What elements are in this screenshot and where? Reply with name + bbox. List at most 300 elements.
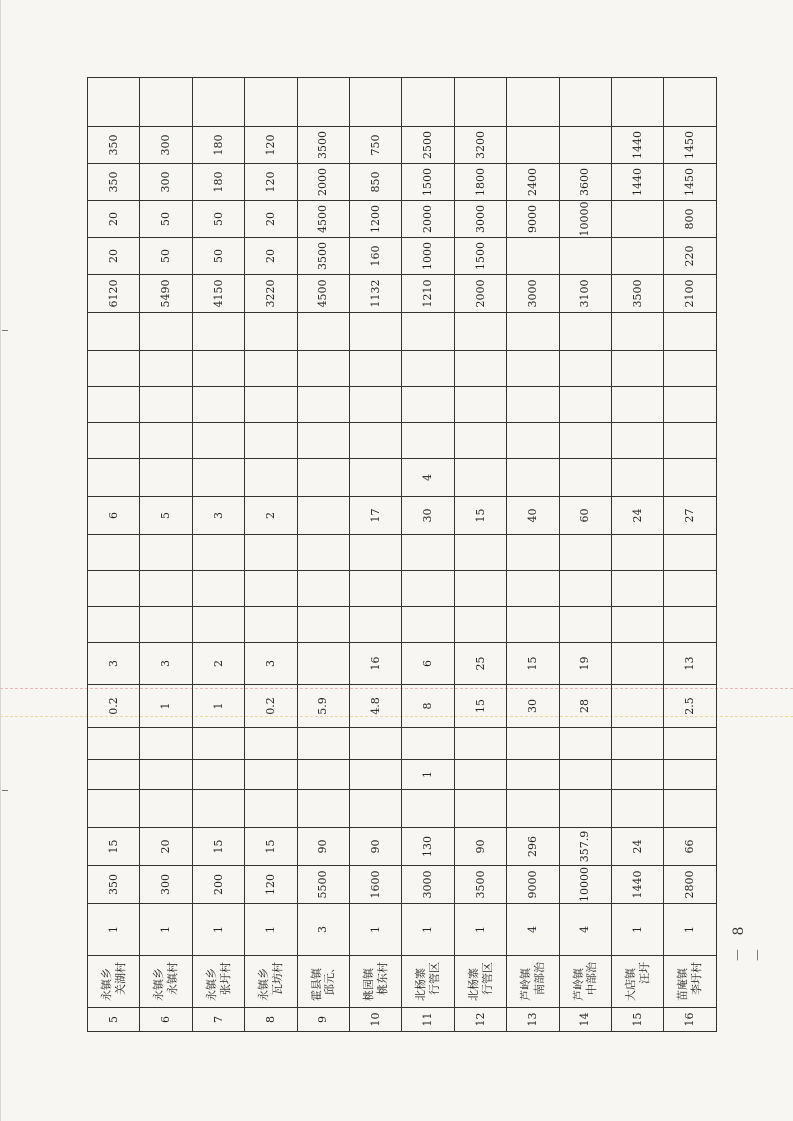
table-cell xyxy=(612,238,664,275)
village-name: 邱元、 xyxy=(323,962,337,995)
table-cell xyxy=(664,571,717,607)
town-name: 大店镇 xyxy=(624,968,638,1001)
table-row xyxy=(664,78,717,1032)
table-cell: 5490 xyxy=(140,275,192,313)
table-cell: 5.9 xyxy=(297,685,349,728)
table-cell xyxy=(88,790,140,828)
table-cell: 2100 xyxy=(664,275,717,313)
table-cell: 5 xyxy=(140,497,192,535)
town-name: 芦岭镇 xyxy=(571,968,585,1001)
table-cell xyxy=(507,351,559,387)
table-cell xyxy=(245,351,297,387)
town-name: 永镇乡 xyxy=(152,968,166,1001)
table-cell: 3500 xyxy=(454,866,506,904)
table-cell xyxy=(454,760,506,790)
table-cell xyxy=(559,351,611,387)
row-index-digit: 1 xyxy=(630,1019,644,1027)
village-name: 李圩村 xyxy=(690,962,704,995)
table-cell: 3000 xyxy=(454,201,506,238)
table-cell: 15 xyxy=(245,828,297,866)
table-cell: 0.2 xyxy=(245,685,297,728)
table-cell: 3600 xyxy=(559,164,611,201)
table-cell: 750 xyxy=(350,127,402,164)
table-cell xyxy=(402,535,454,571)
table-cell xyxy=(612,571,664,607)
table-cell xyxy=(192,728,244,760)
table-cell xyxy=(140,351,192,387)
table-cell: 1 xyxy=(192,685,244,728)
table-cell xyxy=(402,423,454,459)
table-cell xyxy=(507,459,559,497)
table-cell: 10000 xyxy=(559,866,611,904)
table-cell: 350 xyxy=(88,866,140,904)
table-cell xyxy=(88,760,140,790)
table-cell xyxy=(140,760,192,790)
table-cell xyxy=(402,607,454,643)
table-cell xyxy=(664,607,717,643)
table-cell: 1440 xyxy=(612,866,664,904)
table-cell: 4 xyxy=(507,904,559,956)
data-table xyxy=(87,77,717,1032)
town-name: 苗庵镇 xyxy=(676,968,690,1001)
table-cell xyxy=(612,760,664,790)
table-cell: 3 xyxy=(88,643,140,685)
table-cell: 160 xyxy=(350,238,402,275)
table-cell xyxy=(140,607,192,643)
table-cell: 2500 xyxy=(402,127,454,164)
table-cell xyxy=(350,78,402,127)
table-cell: 120 xyxy=(245,866,297,904)
table-cell: 6120 xyxy=(88,275,140,313)
table-cell xyxy=(297,351,349,387)
table-cell xyxy=(297,607,349,643)
row-index-digit: 5 xyxy=(106,1016,120,1023)
table-cell: 1 xyxy=(245,904,297,956)
row-index xyxy=(350,1008,402,1032)
table-cell xyxy=(140,423,192,459)
table-cell: 90 xyxy=(297,828,349,866)
table-cell: 1800 xyxy=(454,164,506,201)
town-village-cell xyxy=(192,956,244,1008)
table-cell: 5500 xyxy=(297,866,349,904)
town-name: 北杨寨 xyxy=(414,968,428,1001)
table-cell: 120 xyxy=(245,127,297,164)
table-cell xyxy=(507,127,559,164)
table-cell xyxy=(245,535,297,571)
table-cell: 15 xyxy=(454,685,506,728)
table-cell xyxy=(507,238,559,275)
table-cell: 8 xyxy=(402,685,454,728)
table-row xyxy=(297,78,349,1032)
table-cell xyxy=(559,760,611,790)
table-cell xyxy=(612,423,664,459)
table-cell xyxy=(612,643,664,685)
row-index-digit: 1 xyxy=(368,1019,382,1027)
village-name: 汪圩 xyxy=(637,962,651,984)
village-name: 永镇村 xyxy=(166,962,180,995)
page-number: － 8 － xyxy=(731,922,767,962)
table-cell: 1 xyxy=(664,904,717,956)
table-cell xyxy=(559,459,611,497)
table-cell xyxy=(297,387,349,423)
table-cell xyxy=(350,790,402,828)
table-cell: 3 xyxy=(245,643,297,685)
table-cell xyxy=(140,535,192,571)
table-cell: 1500 xyxy=(402,164,454,201)
table-cell xyxy=(559,127,611,164)
table-cell: 4150 xyxy=(192,275,244,313)
table-row xyxy=(507,78,559,1032)
table-cell xyxy=(350,535,402,571)
table-cell xyxy=(88,351,140,387)
table-cell: 50 xyxy=(140,238,192,275)
table-cell: 3200 xyxy=(454,127,506,164)
table-cell: 850 xyxy=(350,164,402,201)
row-index-digit: 0 xyxy=(368,1012,382,1020)
row-index xyxy=(192,1008,244,1032)
table-cell xyxy=(88,571,140,607)
table-cell xyxy=(454,313,506,351)
row-index xyxy=(612,1008,664,1032)
row-index xyxy=(664,1008,717,1032)
table-cell: 20 xyxy=(88,238,140,275)
table-cell xyxy=(402,790,454,828)
table-cell xyxy=(297,459,349,497)
table-cell: 27 xyxy=(664,497,717,535)
margin-mark xyxy=(2,790,8,791)
table-cell xyxy=(297,313,349,351)
table-cell xyxy=(559,571,611,607)
table-row xyxy=(192,78,244,1032)
table-cell xyxy=(454,387,506,423)
table-cell xyxy=(350,760,402,790)
table-cell xyxy=(612,387,664,423)
table-cell xyxy=(454,790,506,828)
table-cell xyxy=(664,790,717,828)
table-cell xyxy=(140,571,192,607)
table-cell: 2400 xyxy=(507,164,559,201)
table-cell: 1600 xyxy=(350,866,402,904)
table-cell xyxy=(297,423,349,459)
table-cell: 3500 xyxy=(612,275,664,313)
table-cell: 19 xyxy=(559,643,611,685)
table-cell: 28 xyxy=(559,685,611,728)
row-index-digit: 1 xyxy=(578,1019,592,1027)
table-cell xyxy=(297,728,349,760)
table-cell xyxy=(350,423,402,459)
row-index-digit: 6 xyxy=(159,1016,173,1023)
table-cell xyxy=(88,728,140,760)
table-cell: 1450 xyxy=(664,127,717,164)
table-cell: 1500 xyxy=(454,238,506,275)
table-cell xyxy=(612,535,664,571)
table-cell: 2800 xyxy=(664,866,717,904)
table-cell xyxy=(245,78,297,127)
table-body xyxy=(88,78,717,1032)
table-cell xyxy=(559,607,611,643)
table-row xyxy=(559,78,611,1032)
table-cell xyxy=(454,535,506,571)
town-name: 桃园镇 xyxy=(361,968,375,1001)
table-cell xyxy=(454,607,506,643)
table-cell xyxy=(454,571,506,607)
table-cell xyxy=(350,728,402,760)
table-cell: 50 xyxy=(140,201,192,238)
table-cell xyxy=(297,571,349,607)
village-name: 中部治 xyxy=(585,962,599,995)
table-cell: 3 xyxy=(297,904,349,956)
table-cell xyxy=(140,790,192,828)
table-cell: 1210 xyxy=(402,275,454,313)
row-index-digit: 3 xyxy=(526,1012,540,1020)
table-cell: 3500 xyxy=(297,127,349,164)
table-cell: 40 xyxy=(507,497,559,535)
table-cell: 1440 xyxy=(612,164,664,201)
table-cell: 3000 xyxy=(507,275,559,313)
table-cell: 2 xyxy=(245,497,297,535)
town-village-cell xyxy=(664,956,717,1008)
table-cell xyxy=(297,790,349,828)
town-village-cell xyxy=(88,956,140,1008)
table-cell xyxy=(88,535,140,571)
row-index-digit: 6 xyxy=(683,1012,697,1020)
table-cell: 1440 xyxy=(612,127,664,164)
row-index xyxy=(245,1008,297,1032)
table-cell: 300 xyxy=(140,866,192,904)
table-cell xyxy=(192,571,244,607)
table-cell: 3 xyxy=(140,643,192,685)
table-cell: 1200 xyxy=(350,201,402,238)
town-name: 永镇乡 xyxy=(99,968,113,1001)
table-cell: 300 xyxy=(140,164,192,201)
table-cell: 220 xyxy=(664,238,717,275)
table-cell xyxy=(192,313,244,351)
row-index xyxy=(297,1008,349,1032)
table-cell xyxy=(454,728,506,760)
table-cell: 10000 xyxy=(559,201,611,238)
table-cell: 20 xyxy=(245,238,297,275)
table-cell xyxy=(664,535,717,571)
row-index-digit: 4 xyxy=(578,1012,592,1020)
table-cell xyxy=(402,728,454,760)
table-cell: 30 xyxy=(402,497,454,535)
table-cell: 90 xyxy=(350,828,402,866)
row-index-digit: 9 xyxy=(316,1016,330,1023)
table-cell xyxy=(297,643,349,685)
table-cell xyxy=(245,790,297,828)
table-cell xyxy=(402,351,454,387)
table-cell xyxy=(454,351,506,387)
table-cell xyxy=(402,313,454,351)
table-cell: 3500 xyxy=(297,238,349,275)
table-cell xyxy=(559,313,611,351)
table-cell xyxy=(664,760,717,790)
table-cell: 180 xyxy=(192,127,244,164)
table-cell xyxy=(507,790,559,828)
table-cell: 1 xyxy=(88,904,140,956)
table-cell: 4500 xyxy=(297,275,349,313)
table-cell xyxy=(140,78,192,127)
table-cell: 3000 xyxy=(402,866,454,904)
table-cell xyxy=(245,313,297,351)
table-cell: 1000 xyxy=(402,238,454,275)
table-cell xyxy=(612,313,664,351)
table-cell xyxy=(88,423,140,459)
table-cell xyxy=(245,728,297,760)
table-cell: 180 xyxy=(192,164,244,201)
row-index-digit: 5 xyxy=(630,1012,644,1020)
table-cell: 15 xyxy=(507,643,559,685)
table-cell: 4 xyxy=(559,904,611,956)
table-cell xyxy=(140,728,192,760)
table-row xyxy=(245,78,297,1032)
village-name: 桃东村 xyxy=(375,962,389,995)
table-cell xyxy=(507,535,559,571)
row-index xyxy=(559,1008,611,1032)
table-cell xyxy=(507,423,559,459)
table-cell: 1 xyxy=(402,904,454,956)
table-cell xyxy=(297,497,349,535)
table-cell: 1450 xyxy=(664,164,717,201)
table-cell: 130 xyxy=(402,828,454,866)
table-cell xyxy=(559,387,611,423)
table-cell xyxy=(559,728,611,760)
table-cell xyxy=(664,728,717,760)
village-name: 行管区 xyxy=(480,962,494,995)
table-cell: 3 xyxy=(192,497,244,535)
table-cell: 3100 xyxy=(559,275,611,313)
table-cell: 4 xyxy=(402,459,454,497)
table-cell: 15 xyxy=(192,828,244,866)
table-cell xyxy=(88,459,140,497)
table-cell: 15 xyxy=(88,828,140,866)
table-cell xyxy=(192,790,244,828)
table-row xyxy=(350,78,402,1032)
table-cell: 2 xyxy=(192,643,244,685)
table-cell xyxy=(559,238,611,275)
table-cell: 4500 xyxy=(297,201,349,238)
table-cell xyxy=(350,351,402,387)
table-cell xyxy=(192,387,244,423)
table-cell xyxy=(88,313,140,351)
table-cell: 30 xyxy=(507,685,559,728)
town-name: 永镇乡 xyxy=(204,968,218,1001)
row-index xyxy=(507,1008,559,1032)
town-village-cell xyxy=(454,956,506,1008)
table-cell xyxy=(664,459,717,497)
table-cell xyxy=(88,607,140,643)
table-cell xyxy=(192,535,244,571)
table-cell xyxy=(454,459,506,497)
table-cell: 2000 xyxy=(297,164,349,201)
town-village-cell xyxy=(612,956,664,1008)
table-cell: 0.2 xyxy=(88,685,140,728)
table-cell xyxy=(612,78,664,127)
table-cell: 1132 xyxy=(350,275,402,313)
table-cell: 2.5 xyxy=(664,685,717,728)
village-name: 张圩村 xyxy=(218,962,232,995)
table-cell xyxy=(402,387,454,423)
table-cell: 50 xyxy=(192,238,244,275)
table-row xyxy=(402,78,454,1032)
table-cell: 350 xyxy=(88,127,140,164)
table-cell xyxy=(88,387,140,423)
table-cell xyxy=(612,790,664,828)
town-village-cell xyxy=(507,956,559,1008)
table-cell xyxy=(402,78,454,127)
table-cell: 20 xyxy=(88,201,140,238)
row-index-digit: 1 xyxy=(421,1019,435,1027)
table-row xyxy=(88,78,140,1032)
table-cell: 1 xyxy=(140,904,192,956)
town-name: 芦岭镇 xyxy=(519,968,533,1001)
row-index-digit: 1 xyxy=(421,1012,435,1020)
table-cell xyxy=(559,790,611,828)
table-cell xyxy=(507,607,559,643)
table-cell: 15 xyxy=(454,497,506,535)
margin-mark xyxy=(2,330,8,331)
table-cell: 1 xyxy=(612,904,664,956)
table-cell xyxy=(192,760,244,790)
table-cell xyxy=(297,78,349,127)
table-cell xyxy=(192,78,244,127)
table-cell xyxy=(454,78,506,127)
table-cell: 20 xyxy=(245,201,297,238)
table-cell xyxy=(507,313,559,351)
table-cell: 2000 xyxy=(402,201,454,238)
table-cell: 300 xyxy=(140,127,192,164)
table-cell xyxy=(297,760,349,790)
town-name: 永镇乡 xyxy=(257,968,271,1001)
row-index-digit: 7 xyxy=(211,1016,225,1023)
table-cell xyxy=(507,387,559,423)
table-cell: 1 xyxy=(350,904,402,956)
table-row xyxy=(140,78,192,1032)
table-cell xyxy=(612,459,664,497)
table-cell: 1 xyxy=(140,685,192,728)
table-cell xyxy=(350,313,402,351)
table-cell: 24 xyxy=(612,497,664,535)
table-cell xyxy=(192,351,244,387)
table-cell xyxy=(140,459,192,497)
table-cell xyxy=(192,459,244,497)
town-village-cell xyxy=(140,956,192,1008)
table-cell: 25 xyxy=(454,643,506,685)
table-cell: 13 xyxy=(664,643,717,685)
row-index-digit: 1 xyxy=(473,1019,487,1027)
village-name: 关湖村 xyxy=(113,962,127,995)
table-cell xyxy=(612,201,664,238)
table-cell xyxy=(245,760,297,790)
table-cell xyxy=(350,571,402,607)
table-cell xyxy=(245,387,297,423)
row-index-digit: 2 xyxy=(473,1012,487,1020)
town-village-cell xyxy=(297,956,349,1008)
table-cell: 66 xyxy=(664,828,717,866)
row-index-digit: 1 xyxy=(526,1019,540,1027)
row-index xyxy=(140,1008,192,1032)
table-cell xyxy=(88,78,140,127)
table-cell: 120 xyxy=(245,164,297,201)
table-cell xyxy=(350,459,402,497)
table-cell: 2000 xyxy=(454,275,506,313)
table-cell xyxy=(612,607,664,643)
table-cell xyxy=(245,423,297,459)
table-row xyxy=(454,78,506,1032)
table-cell: 24 xyxy=(612,828,664,866)
table-cell: 90 xyxy=(454,828,506,866)
table-cell xyxy=(612,728,664,760)
